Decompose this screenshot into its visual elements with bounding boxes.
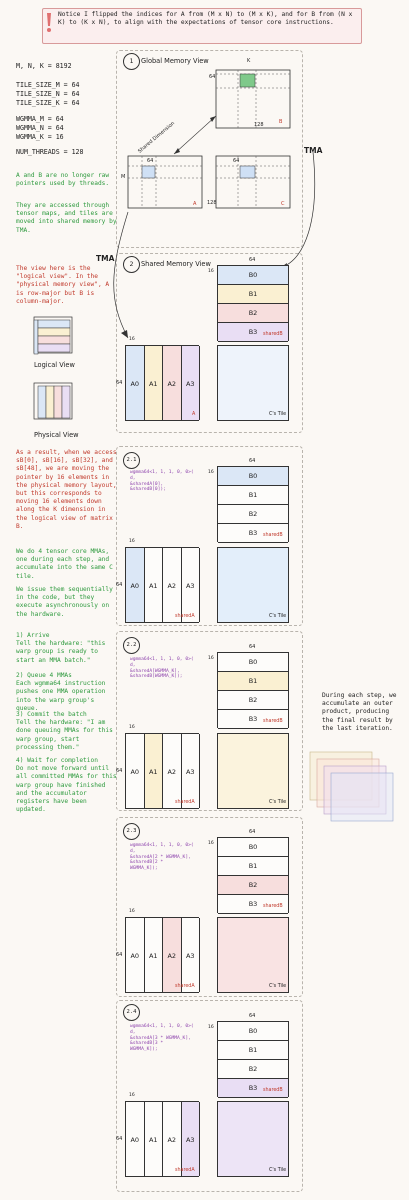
shared-b-row: B0	[218, 467, 288, 486]
logical-view-diagram	[32, 312, 77, 357]
shared-b-row: B1	[218, 1041, 288, 1060]
shared-b-row: B3	[218, 524, 288, 543]
section-1-title: Global Memory View	[141, 57, 209, 65]
shared-a-col: A0	[126, 346, 145, 420]
b-row-height-label: 16	[208, 656, 214, 661]
b-width-label: 64	[249, 257, 256, 263]
section-2-1-code	[130, 470, 194, 493]
a-col-width-label: 16	[129, 725, 135, 730]
shared-b-row: B0	[218, 653, 288, 672]
section-2-3-number: 2.3	[123, 823, 140, 840]
shared-b-label: sharedB	[263, 533, 283, 538]
shared-a-col: A2	[163, 1102, 182, 1176]
param-wgmma-n: WGMMA_N = 64	[16, 124, 64, 132]
shared-a-col: A3	[182, 734, 201, 808]
c-tile	[217, 345, 289, 421]
notice-text: Notice I flipped the indices for A from (M x N) to (M x K), and for B from (N x K) to (K x N), to align with the expectations of tensor core instructions.	[58, 11, 353, 27]
param-tile-m: TILE_SIZE_M = 64	[16, 81, 80, 89]
code-line: WGMMA_K]);	[130, 1047, 158, 1053]
a-m-dim: M	[121, 174, 126, 180]
a-tile-64: 64	[147, 158, 154, 164]
code-line: &sharedA[0],	[130, 481, 164, 487]
code-line: &sharedA[2 * WGMMA_K],	[130, 854, 191, 860]
shared-b-row: B1	[218, 486, 288, 505]
section-2-3-code	[130, 843, 194, 872]
shared-a-col: A2	[163, 734, 182, 808]
shared-b-tile	[217, 265, 289, 341]
b-row-height-label: 16	[208, 269, 214, 274]
b-matrix-label: B	[279, 119, 283, 125]
shared-a-col: A3	[182, 548, 201, 622]
shared-b-row: B0	[218, 266, 288, 285]
b-width-label: 64	[249, 644, 256, 650]
tma-label-left: TMA	[96, 254, 115, 263]
shared-a-tile	[125, 1101, 199, 1177]
shared-b-row: B2	[218, 691, 288, 710]
outer-product-stack	[306, 750, 406, 840]
param-mnk: M, N, K = 8192	[16, 62, 72, 70]
shared-b-tile	[217, 837, 289, 913]
shared-a-tile	[125, 547, 199, 623]
shared-b-tile	[217, 1021, 289, 1097]
note-four-mma: We do 4 tensor core MMAs, one during each step, and accumulate into the same C tile.	[16, 548, 113, 580]
a-height-label: 64	[116, 1136, 123, 1142]
physical-view-diagram	[32, 378, 77, 423]
section-2-2-code	[130, 657, 194, 680]
code-line: &sharedB[3 *	[130, 1041, 164, 1047]
warning-icon	[44, 12, 54, 34]
shared-b-row: B3	[218, 895, 288, 914]
a-matrix-label: A	[193, 201, 197, 207]
shared-a-label: sharedA	[175, 1168, 195, 1173]
physical-view-label: Physical View	[34, 431, 79, 439]
b-tile-64: 64	[209, 74, 216, 80]
code-line: wgmma64<1, 1, 1, 0, 0>(	[130, 657, 194, 662]
note-step-queue: 2) Queue 4 MMAs Each wgmma64 instruction pushes one MMA operation into the warp group's queue.	[16, 672, 106, 712]
shared-a-label: sharedA	[175, 614, 195, 619]
c-tile-label: C's Tile	[269, 412, 287, 417]
shared-a-col: A0	[126, 918, 145, 992]
a-col-width-label: 16	[129, 909, 135, 914]
code-line: wgmma64<1, 1, 1, 0, 0>(	[130, 470, 194, 475]
shared-a-label: sharedA	[175, 800, 195, 805]
shared-a-tile	[125, 733, 199, 809]
shared-b-label: sharedB	[263, 719, 283, 724]
shared-a-col: A3	[182, 918, 201, 992]
code-line: d,	[130, 848, 136, 854]
code-line: wgmma64<1, 1, 1, 0, 0>(	[130, 1024, 194, 1029]
note-access: As a result, when we access sB[0], sB[16], sB[32], and sB[48], we are moving the pointer by 16 elements in the physical memory layout, but this corresponds to moving 16 elements down along the K dimension in the logical view of matrix B.	[16, 449, 117, 530]
param-tile-n: TILE_SIZE_N = 64	[16, 90, 80, 98]
c-tile	[217, 733, 289, 809]
shared-a-col: A1	[145, 1102, 164, 1176]
note-step-arrive: 1) Arrive Tell the hardware: "this warp group is ready to start an MMA batch."	[16, 632, 106, 664]
shared-b-label: sharedB	[263, 332, 283, 337]
shared-a-col: A0	[126, 548, 145, 622]
shared-dimension-label: Shared Dimension	[137, 120, 176, 155]
shared-b-row: B3	[218, 323, 288, 342]
c-tile-label: C's Tile	[269, 1168, 287, 1173]
shared-b-row: B1	[218, 857, 288, 876]
b-width-label: 64	[249, 458, 256, 464]
shared-b-row: B0	[218, 1022, 288, 1041]
c-tile-label: C's Tile	[269, 984, 287, 989]
shared-b-row: B0	[218, 838, 288, 857]
shared-b-label: sharedB	[263, 1088, 283, 1093]
param-num-threads: NUM_THREADS = 128	[16, 148, 84, 156]
b-width-label: 64	[249, 1013, 256, 1019]
shared-a-col: A2	[163, 548, 182, 622]
logical-view-label: Logical View	[34, 361, 75, 369]
shared-a-col: A0	[126, 734, 145, 808]
code-line: &sharedB[2 *	[130, 860, 164, 866]
code-line: d,	[130, 662, 136, 668]
a-height-label: 64	[116, 768, 123, 774]
section-2-number: 2	[123, 256, 140, 273]
param-tile-k: TILE_SIZE_K = 64	[16, 99, 80, 107]
shared-b-tile	[217, 652, 289, 728]
shared-b-row: B1	[218, 672, 288, 691]
shared-b-row: B1	[218, 285, 288, 304]
tma-label-right: TMA	[304, 146, 323, 155]
c-matrix-label: C	[281, 201, 285, 207]
code-line: d,	[130, 475, 136, 481]
code-line: d,	[130, 1029, 136, 1035]
param-wgmma-m: WGMMA_M = 64	[16, 115, 64, 123]
code-line: &sharedB[0]);	[130, 487, 166, 493]
note-issue: We issue them sequentially in the code, but they execute asynchronously on the hardware.	[16, 586, 113, 618]
shared-a-col: A1	[145, 918, 164, 992]
tma-arrows	[80, 100, 330, 340]
b-row-height-label: 16	[208, 470, 214, 475]
a-col-width-label: 16	[129, 539, 135, 544]
shared-b-row: B3	[218, 1079, 288, 1098]
note-step-wait: 4) Wait for completion Do not move forward until all committed MMAs for this warp group have finished and the accumulator registers have been updated.	[16, 757, 117, 814]
section-2-title: Shared Memory View	[141, 260, 211, 268]
shared-b-row: B3	[218, 710, 288, 729]
a-height-label: 64	[116, 952, 123, 958]
shared-a-col: A1	[145, 734, 164, 808]
code-line: WGMMA_K]);	[130, 866, 158, 872]
note-raw-pointers: A and B are no longer raw pointers used by threads.	[16, 172, 110, 188]
code-line: &sharedA[WGMMA_K],	[130, 668, 180, 674]
a-col-width-label: 16	[129, 337, 135, 342]
shared-a-col: A0	[126, 1102, 145, 1176]
c-tile-64: 64	[233, 158, 240, 164]
shared-a-label: A	[192, 412, 196, 417]
code-line: wgmma64<1, 1, 1, 0, 0>(	[130, 843, 194, 848]
note-outer-product: During each step, we accumulate an outer product, producing the final result by the last iteration.	[322, 692, 397, 732]
code-line: &sharedA[3 * WGMMA_K],	[130, 1035, 191, 1041]
shared-a-col: A1	[145, 548, 164, 622]
section-2-2-number: 2.2	[123, 637, 140, 654]
b-k-dim: K	[247, 58, 251, 64]
c-tile	[217, 917, 289, 993]
shared-a-tile	[125, 917, 199, 993]
code-line: &sharedB[WGMMA_K]);	[130, 674, 183, 680]
a-height-label: 64	[116, 582, 123, 588]
b-width-label: 64	[249, 829, 256, 835]
section-2-4-number: 2.4	[123, 1004, 140, 1021]
c-tile-label: C's Tile	[269, 800, 287, 805]
b-row-height-label: 16	[208, 841, 214, 846]
shared-a-label: sharedA	[175, 984, 195, 989]
shared-b-row: B2	[218, 1060, 288, 1079]
shared-a-tile	[125, 345, 199, 421]
c-tile	[217, 547, 289, 623]
b-row-height-label: 16	[208, 1025, 214, 1030]
c-128-label: 128	[207, 200, 217, 206]
section-2-4-code	[130, 1024, 194, 1053]
shared-a-col: A1	[145, 346, 164, 420]
shared-b-row: B2	[218, 876, 288, 895]
shared-a-col: A3	[182, 346, 201, 420]
section-2-1-number: 2.1	[123, 452, 140, 469]
b-n-label: 128	[254, 122, 264, 128]
note-logical-view: The view here is the "logical view". In the "physical memory view", A is row-major but B is column-major.	[16, 265, 110, 305]
c-tile-label: C's Tile	[269, 614, 287, 619]
a-col-width-label: 16	[129, 1093, 135, 1098]
c-tile	[217, 1101, 289, 1177]
shared-b-row: B2	[218, 304, 288, 323]
param-wgmma-k: WGMMA_K = 16	[16, 133, 64, 141]
shared-a-col: A2	[163, 918, 182, 992]
shared-a-col: A2	[163, 346, 182, 420]
note-step-commit: 3) Commit the batch Tell the hardware: "I am done queuing MMAs for this warp group, start processing them."	[16, 711, 113, 751]
note-tensor-maps: They are accessed through tensor maps, and tiles are moved into shared memory by TMA.	[16, 202, 117, 234]
shared-b-label: sharedB	[263, 904, 283, 909]
shared-a-col: A3	[182, 1102, 201, 1176]
shared-b-row: B2	[218, 505, 288, 524]
shared-b-tile	[217, 466, 289, 542]
section-1-number: 1	[123, 53, 140, 70]
a-height-label: 64	[116, 380, 123, 386]
